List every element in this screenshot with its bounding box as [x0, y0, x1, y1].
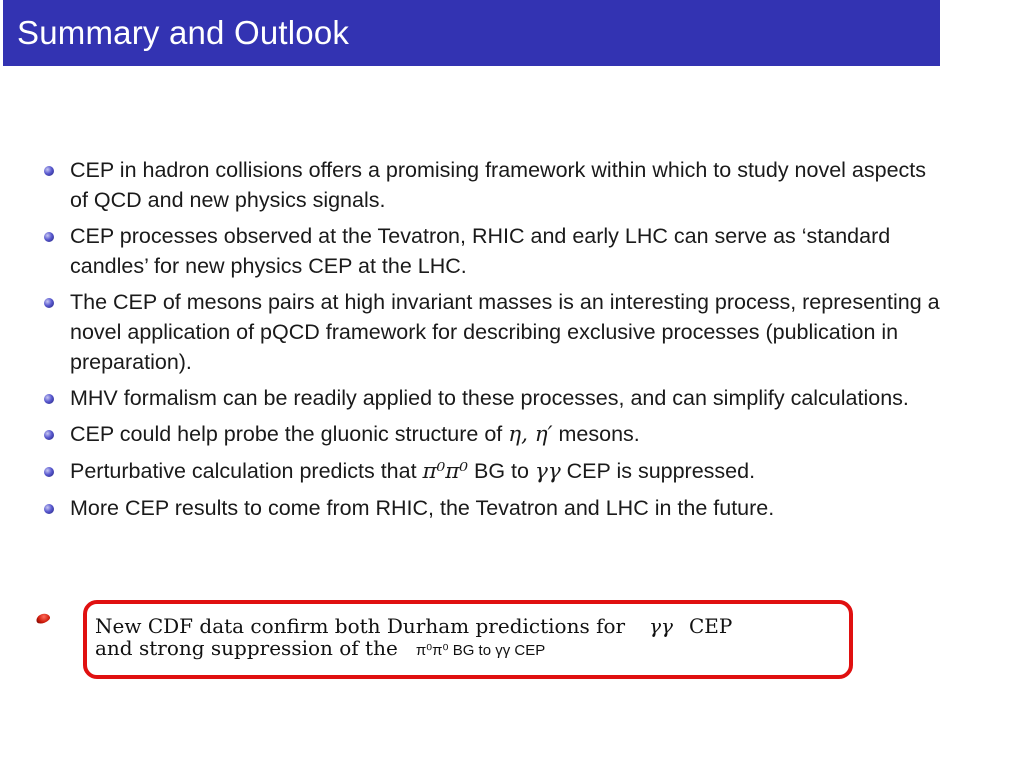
callout-line-1: [95, 615, 732, 637]
bullet-icon: [44, 394, 54, 404]
bullet-text: CEP in hadron collisions offers a promising framework within which to study novel aspects of QCD and new physics signals.: [70, 158, 927, 212]
math-pion-pair: π⁰π⁰: [422, 459, 469, 484]
callout-line-2: [95, 637, 732, 662]
math-gamma-gamma: γγ: [534, 459, 561, 484]
callout-math-pion-bg: π⁰π⁰ BG to γγ CEP: [415, 642, 546, 659]
bullet-text: CEP processes observed at the Tevatron, RHIC and early LHC can serve as ‘standard candles’ for new physics CEP at the LHC.: [70, 224, 891, 278]
bullet-list: [44, 155, 944, 529]
bullet-icon: [44, 504, 54, 514]
math-eta: η, η′: [508, 422, 553, 447]
callout-text: [95, 615, 732, 662]
bullet-item: [44, 287, 944, 377]
bullet-text-pre: Perturbative calculation predicts that: [70, 459, 423, 483]
bullet-icon: [44, 430, 54, 440]
bullet-text-post: mesons.: [552, 422, 640, 446]
callout-line-1-post: CEP: [688, 614, 733, 638]
bullet-item: [44, 155, 944, 215]
bullet-item: [44, 493, 944, 523]
slide-title-bar: [3, 0, 940, 66]
bullet-item: [44, 221, 944, 281]
bullet-item: [44, 456, 944, 487]
bullet-text: MHV formalism can be readily applied to these processes, and can simplify calculations.: [70, 386, 909, 410]
bullet-text-post: CEP is suppressed.: [560, 459, 756, 483]
bullet-item: [44, 383, 944, 413]
slide-title: Summary and Outlook: [17, 14, 350, 51]
bullet-text: The CEP of mesons pairs at high invariant masses is an interesting process, representing a novel application of pQCD framework for describing exclusive processes (publication in preparation).: [70, 290, 940, 374]
red-bullet-icon: [35, 612, 51, 625]
bullet-icon: [44, 298, 54, 308]
bullet-item: [44, 419, 944, 450]
bullet-text: More CEP results to come from RHIC, the Tevatron and LHC in the future.: [70, 496, 775, 520]
callout-line-2-pre: and strong suppression of the: [95, 636, 398, 660]
bullet-text-pre: CEP could help probe the gluonic structure of: [70, 422, 509, 446]
bullet-icon: [44, 467, 54, 477]
bullet-icon: [44, 232, 54, 242]
callout-math-gamma-gamma: γγ: [649, 614, 673, 638]
callout-box: [83, 600, 853, 679]
callout-line-1-pre: New CDF data confirm both Durham predictions for: [95, 614, 626, 638]
bullet-text-mid: BG to: [468, 459, 535, 483]
bullet-icon: [44, 166, 54, 176]
